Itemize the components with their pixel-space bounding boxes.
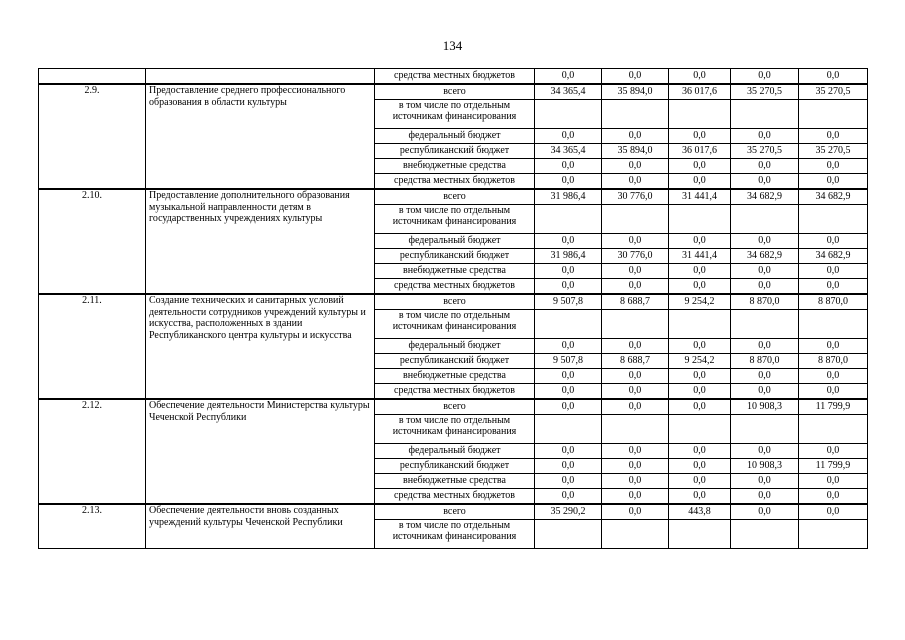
amount-cell: 0,0 bbox=[602, 444, 669, 459]
amount-cell: 0,0 bbox=[731, 474, 799, 489]
amount-cell: 0,0 bbox=[731, 384, 799, 400]
amount-cell: 0,0 bbox=[799, 159, 868, 174]
amount-cell: 0,0 bbox=[535, 444, 602, 459]
budget-table-body bbox=[39, 69, 868, 549]
amount-cell bbox=[799, 205, 868, 234]
amount-cell: 31 441,4 bbox=[669, 249, 731, 264]
amount-cell: 0,0 bbox=[669, 459, 731, 474]
funding-source-cell: всего bbox=[375, 189, 535, 205]
amount-cell: 0,0 bbox=[602, 129, 669, 144]
item-name-cell: Обеспечение деятельности вновь созданных учреждений культуры Чеченской Республики bbox=[146, 504, 375, 549]
funding-source-cell: средства местных бюджетов bbox=[375, 174, 535, 190]
funding-source-cell: республиканский бюджет bbox=[375, 144, 535, 159]
amount-cell: 0,0 bbox=[799, 69, 868, 85]
item-number-cell: 2.12. bbox=[39, 399, 146, 504]
amount-cell: 34 365,4 bbox=[535, 84, 602, 100]
amount-cell bbox=[535, 100, 602, 129]
amount-cell bbox=[669, 310, 731, 339]
amount-cell: 30 776,0 bbox=[602, 249, 669, 264]
amount-cell: 0,0 bbox=[535, 279, 602, 295]
amount-cell: 36 017,6 bbox=[669, 144, 731, 159]
amount-cell bbox=[799, 100, 868, 129]
page-number: 134 bbox=[442, 38, 463, 53]
amount-cell: 0,0 bbox=[535, 459, 602, 474]
funding-source-cell: всего bbox=[375, 294, 535, 310]
amount-cell bbox=[602, 205, 669, 234]
amount-cell: 0,0 bbox=[799, 384, 868, 400]
amount-cell: 0,0 bbox=[799, 264, 868, 279]
amount-cell: 8 870,0 bbox=[731, 354, 799, 369]
amount-cell: 35 270,5 bbox=[731, 144, 799, 159]
amount-cell: 8 870,0 bbox=[799, 294, 868, 310]
item-name-cell: Создание технических и санитарных условий деятельности сотрудников учреждений культуры и искусства, расположенных в здании Республиканского центра культуры и искусства bbox=[146, 294, 375, 399]
amount-cell: 0,0 bbox=[669, 369, 731, 384]
amount-cell: 0,0 bbox=[669, 159, 731, 174]
amount-cell: 443,8 bbox=[669, 504, 731, 520]
amount-cell: 0,0 bbox=[731, 234, 799, 249]
amount-cell bbox=[669, 205, 731, 234]
budget-table bbox=[38, 68, 868, 549]
amount-cell: 0,0 bbox=[535, 174, 602, 190]
amount-cell bbox=[535, 205, 602, 234]
amount-cell bbox=[669, 415, 731, 444]
amount-cell bbox=[669, 520, 731, 549]
amount-cell: 0,0 bbox=[669, 384, 731, 400]
funding-source-cell: в том числе по отдельным источникам финансирования bbox=[375, 415, 535, 444]
amount-cell: 0,0 bbox=[731, 504, 799, 520]
amount-cell: 0,0 bbox=[669, 174, 731, 190]
amount-cell: 0,0 bbox=[799, 504, 868, 520]
amount-cell: 0,0 bbox=[602, 504, 669, 520]
funding-source-cell: в том числе по отдельным источникам финансирования bbox=[375, 310, 535, 339]
amount-cell: 35 270,5 bbox=[799, 144, 868, 159]
amount-cell: 0,0 bbox=[669, 339, 731, 354]
amount-cell bbox=[535, 310, 602, 339]
amount-cell: 0,0 bbox=[799, 129, 868, 144]
table-row bbox=[39, 69, 868, 85]
amount-cell: 0,0 bbox=[799, 279, 868, 295]
table-row bbox=[39, 294, 868, 310]
amount-cell: 35 894,0 bbox=[602, 144, 669, 159]
amount-cell: 34 682,9 bbox=[731, 249, 799, 264]
amount-cell bbox=[535, 415, 602, 444]
amount-cell: 0,0 bbox=[535, 264, 602, 279]
amount-cell: 0,0 bbox=[535, 474, 602, 489]
item-name-cell: Предоставление среднего профессионального образования в области культуры bbox=[146, 84, 375, 189]
amount-cell bbox=[669, 100, 731, 129]
amount-cell: 0,0 bbox=[602, 384, 669, 400]
amount-cell: 0,0 bbox=[669, 264, 731, 279]
funding-source-cell: в том числе по отдельным источникам финансирования bbox=[375, 205, 535, 234]
amount-cell: 0,0 bbox=[799, 444, 868, 459]
amount-cell bbox=[731, 415, 799, 444]
amount-cell: 8 688,7 bbox=[602, 294, 669, 310]
amount-cell bbox=[602, 415, 669, 444]
funding-source-cell: республиканский бюджет bbox=[375, 249, 535, 264]
funding-source-cell: средства местных бюджетов bbox=[375, 279, 535, 295]
amount-cell: 34 682,9 bbox=[799, 189, 868, 205]
amount-cell: 0,0 bbox=[799, 234, 868, 249]
amount-cell: 9 507,8 bbox=[535, 294, 602, 310]
table-row bbox=[39, 399, 868, 415]
item-number-cell: 2.13. bbox=[39, 504, 146, 549]
funding-source-cell: средства местных бюджетов bbox=[375, 69, 535, 85]
amount-cell: 0,0 bbox=[731, 444, 799, 459]
item-number-cell bbox=[39, 69, 146, 85]
amount-cell: 0,0 bbox=[602, 489, 669, 505]
amount-cell bbox=[799, 310, 868, 339]
amount-cell: 35 270,5 bbox=[731, 84, 799, 100]
amount-cell: 0,0 bbox=[669, 474, 731, 489]
amount-cell: 34 682,9 bbox=[799, 249, 868, 264]
amount-cell: 0,0 bbox=[602, 339, 669, 354]
amount-cell: 0,0 bbox=[669, 129, 731, 144]
amount-cell: 31 441,4 bbox=[669, 189, 731, 205]
funding-source-cell: республиканский бюджет bbox=[375, 354, 535, 369]
amount-cell: 8 870,0 bbox=[799, 354, 868, 369]
table-row bbox=[39, 504, 868, 520]
amount-cell: 9 254,2 bbox=[669, 294, 731, 310]
funding-source-cell: федеральный бюджет bbox=[375, 234, 535, 249]
funding-source-cell: внебюджетные средства bbox=[375, 159, 535, 174]
amount-cell: 0,0 bbox=[731, 159, 799, 174]
amount-cell: 0,0 bbox=[731, 69, 799, 85]
amount-cell: 31 986,4 bbox=[535, 189, 602, 205]
amount-cell: 9 507,8 bbox=[535, 354, 602, 369]
amount-cell: 0,0 bbox=[731, 279, 799, 295]
item-name-cell: Обеспечение деятельности Министерства культуры Чеченской Республики bbox=[146, 399, 375, 504]
amount-cell: 0,0 bbox=[535, 69, 602, 85]
amount-cell: 0,0 bbox=[602, 474, 669, 489]
amount-cell: 0,0 bbox=[535, 384, 602, 400]
amount-cell: 0,0 bbox=[799, 474, 868, 489]
amount-cell: 0,0 bbox=[669, 444, 731, 459]
amount-cell: 0,0 bbox=[669, 69, 731, 85]
amount-cell: 11 799,9 bbox=[799, 399, 868, 415]
amount-cell: 34 365,4 bbox=[535, 144, 602, 159]
amount-cell: 30 776,0 bbox=[602, 189, 669, 205]
item-number-cell: 2.9. bbox=[39, 84, 146, 189]
funding-source-cell: средства местных бюджетов bbox=[375, 489, 535, 505]
amount-cell: 35 894,0 bbox=[602, 84, 669, 100]
amount-cell: 0,0 bbox=[799, 339, 868, 354]
amount-cell: 8 688,7 bbox=[602, 354, 669, 369]
amount-cell: 0,0 bbox=[602, 159, 669, 174]
table-row bbox=[39, 84, 868, 100]
funding-source-cell: всего bbox=[375, 504, 535, 520]
amount-cell: 0,0 bbox=[669, 489, 731, 505]
funding-source-cell: всего bbox=[375, 84, 535, 100]
amount-cell: 0,0 bbox=[602, 459, 669, 474]
amount-cell: 0,0 bbox=[731, 369, 799, 384]
funding-source-cell: федеральный бюджет bbox=[375, 129, 535, 144]
amount-cell bbox=[799, 520, 868, 549]
amount-cell: 8 870,0 bbox=[731, 294, 799, 310]
amount-cell: 0,0 bbox=[602, 264, 669, 279]
item-number-cell: 2.11. bbox=[39, 294, 146, 399]
amount-cell: 35 270,5 bbox=[799, 84, 868, 100]
amount-cell bbox=[602, 310, 669, 339]
amount-cell: 0,0 bbox=[602, 279, 669, 295]
item-name-cell: Предоставление дополнительного образования музыкальной направленности детям в государственных учреждениях культуры bbox=[146, 189, 375, 294]
amount-cell: 0,0 bbox=[535, 159, 602, 174]
funding-source-cell: в том числе по отдельным источникам финансирования bbox=[375, 100, 535, 129]
funding-source-cell: всего bbox=[375, 399, 535, 415]
item-name-cell bbox=[146, 69, 375, 85]
amount-cell: 0,0 bbox=[669, 234, 731, 249]
amount-cell: 0,0 bbox=[602, 369, 669, 384]
amount-cell bbox=[602, 100, 669, 129]
amount-cell: 0,0 bbox=[535, 399, 602, 415]
amount-cell: 0,0 bbox=[535, 489, 602, 505]
amount-cell: 0,0 bbox=[799, 489, 868, 505]
funding-source-cell: федеральный бюджет bbox=[375, 339, 535, 354]
amount-cell: 0,0 bbox=[731, 174, 799, 190]
amount-cell: 10 908,3 bbox=[731, 459, 799, 474]
funding-source-cell: республиканский бюджет bbox=[375, 459, 535, 474]
amount-cell: 36 017,6 bbox=[669, 84, 731, 100]
item-number-cell: 2.10. bbox=[39, 189, 146, 294]
amount-cell: 0,0 bbox=[669, 399, 731, 415]
amount-cell: 0,0 bbox=[602, 69, 669, 85]
amount-cell: 0,0 bbox=[731, 489, 799, 505]
amount-cell: 0,0 bbox=[535, 129, 602, 144]
amount-cell: 0,0 bbox=[535, 234, 602, 249]
amount-cell bbox=[535, 520, 602, 549]
amount-cell: 34 682,9 bbox=[731, 189, 799, 205]
amount-cell: 35 290,2 bbox=[535, 504, 602, 520]
amount-cell: 0,0 bbox=[535, 369, 602, 384]
amount-cell bbox=[731, 520, 799, 549]
amount-cell: 0,0 bbox=[669, 279, 731, 295]
amount-cell: 0,0 bbox=[799, 369, 868, 384]
amount-cell bbox=[731, 310, 799, 339]
funding-source-cell: внебюджетные средства bbox=[375, 264, 535, 279]
amount-cell: 0,0 bbox=[731, 339, 799, 354]
amount-cell: 10 908,3 bbox=[731, 399, 799, 415]
funding-source-cell: внебюджетные средства bbox=[375, 369, 535, 384]
amount-cell bbox=[731, 205, 799, 234]
amount-cell: 31 986,4 bbox=[535, 249, 602, 264]
table-row bbox=[39, 189, 868, 205]
amount-cell: 0,0 bbox=[535, 339, 602, 354]
amount-cell: 0,0 bbox=[731, 129, 799, 144]
amount-cell: 11 799,9 bbox=[799, 459, 868, 474]
amount-cell: 0,0 bbox=[602, 399, 669, 415]
funding-source-cell: внебюджетные средства bbox=[375, 474, 535, 489]
amount-cell: 9 254,2 bbox=[669, 354, 731, 369]
amount-cell: 0,0 bbox=[602, 234, 669, 249]
amount-cell bbox=[799, 415, 868, 444]
amount-cell: 0,0 bbox=[799, 174, 868, 190]
amount-cell bbox=[731, 100, 799, 129]
amount-cell: 0,0 bbox=[731, 264, 799, 279]
amount-cell bbox=[602, 520, 669, 549]
amount-cell: 0,0 bbox=[602, 174, 669, 190]
funding-source-cell: в том числе по отдельным источникам финансирования bbox=[375, 520, 535, 549]
funding-source-cell: федеральный бюджет bbox=[375, 444, 535, 459]
funding-source-cell: средства местных бюджетов bbox=[375, 384, 535, 400]
